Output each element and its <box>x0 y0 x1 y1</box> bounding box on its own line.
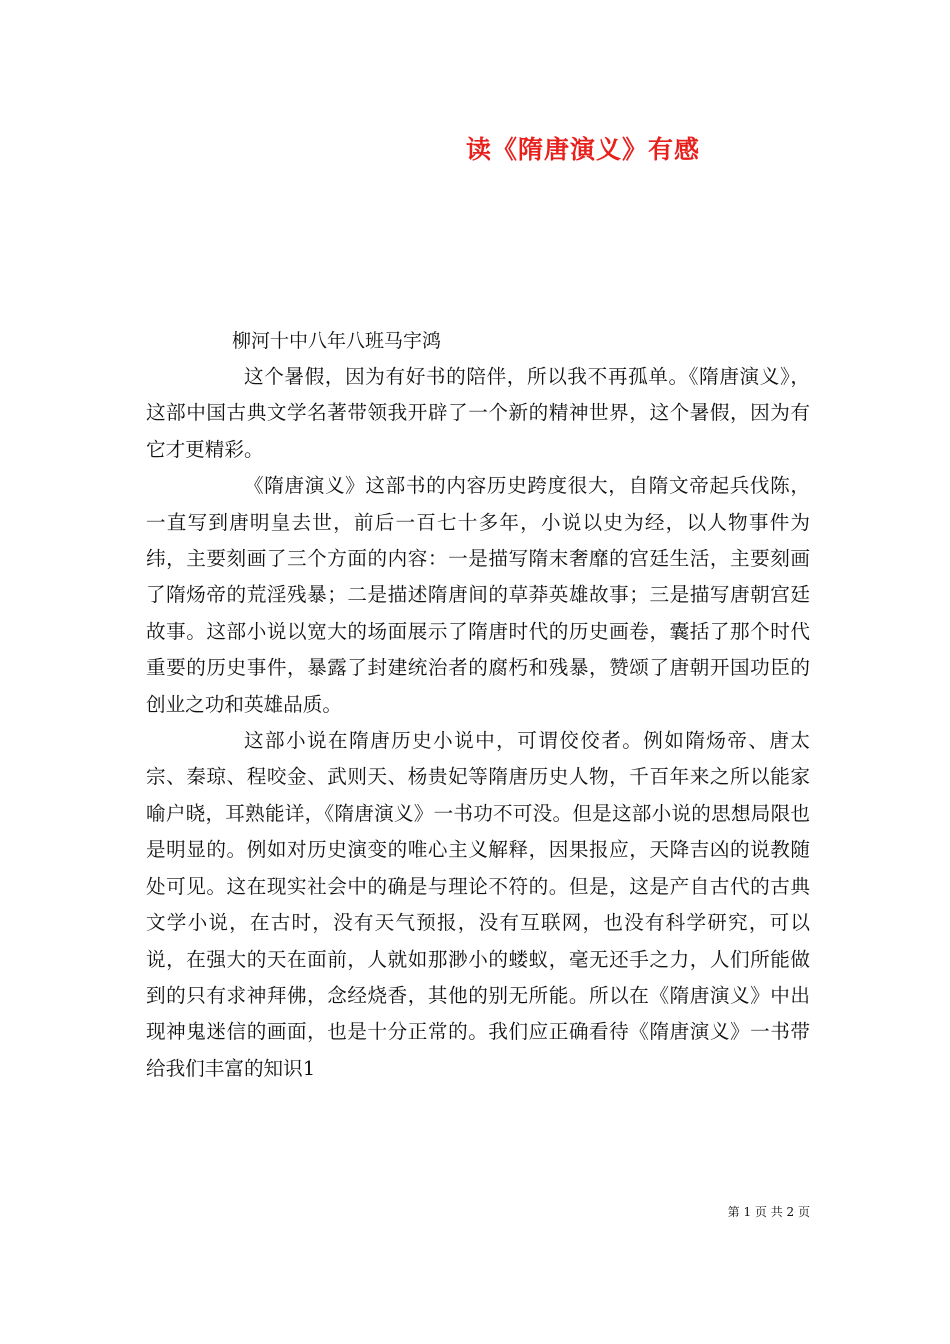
paragraph-1: 这个暑假，因为有好书的陪伴，所以我不再孤单。《隋唐演义》，这部中国古典文学名著带领我开辟了一个新的精神世界，这个暑假，因为有它才更精彩。 <box>146 365 810 461</box>
author-line: 柳河十中八年八班马宇鸿 <box>232 330 442 352</box>
document-body <box>146 359 810 1087</box>
paragraph-2: 《隋唐演义》这部书的内容历史跨度很大，自隋文帝起兵伐陈，一直写到唐明皇去世，前后一百七十多年，小说以史为经，以人物事件为纬，主要刻画了三个方面的内容：一是描写隋末奢靡的宫廷生活，主要刻画了隋炀帝的荒淫残暴；二是描述隋唐间的草莽英雄故事；三是描写唐朝宫廷故事。这部小说以宽大的场面展示了隋唐时代的历史画卷，囊括了那个时代重要的历史事件，暴露了封建统治者的腐朽和残暴，赞颂了唐朝开国功臣的创业之功和英雄品质。 <box>146 474 810 716</box>
paragraph-3: 这部小说在隋唐历史小说中，可谓佼佼者。例如隋炀帝、唐太宗、秦琼、程咬金、武则天、杨贵妃等隋唐历史人物，千百年来之所以能家喻户晓，耳熟能详，《隋唐演义》一书功不可没。但是这部小说的思想局限也是明显的。例如对历史演变的唯心主义解释，因果报应，天降吉凶的说教随处可见。这在现实社会中的确是与理论不符的。但是，这是产自古代的古典文学小说，在古时，没有天气预报，没有互联网，也没有科学研究，可以说，在强大的天在面前，人就如那渺小的蝼蚁，毫无还手之力，人们所能做到的只有求神拜佛，念经烧香，其他的别无所能。所以在《隋唐演义》中出现神鬼迷信的画面，也是十分正常的。我们应正确看待《隋唐演义》一书带给我们丰富的知识1 <box>146 729 810 1080</box>
page-number: 第 1 页 共 2 页 <box>727 1205 810 1219</box>
document-title: 读《隋唐演义》有感 <box>465 135 700 164</box>
